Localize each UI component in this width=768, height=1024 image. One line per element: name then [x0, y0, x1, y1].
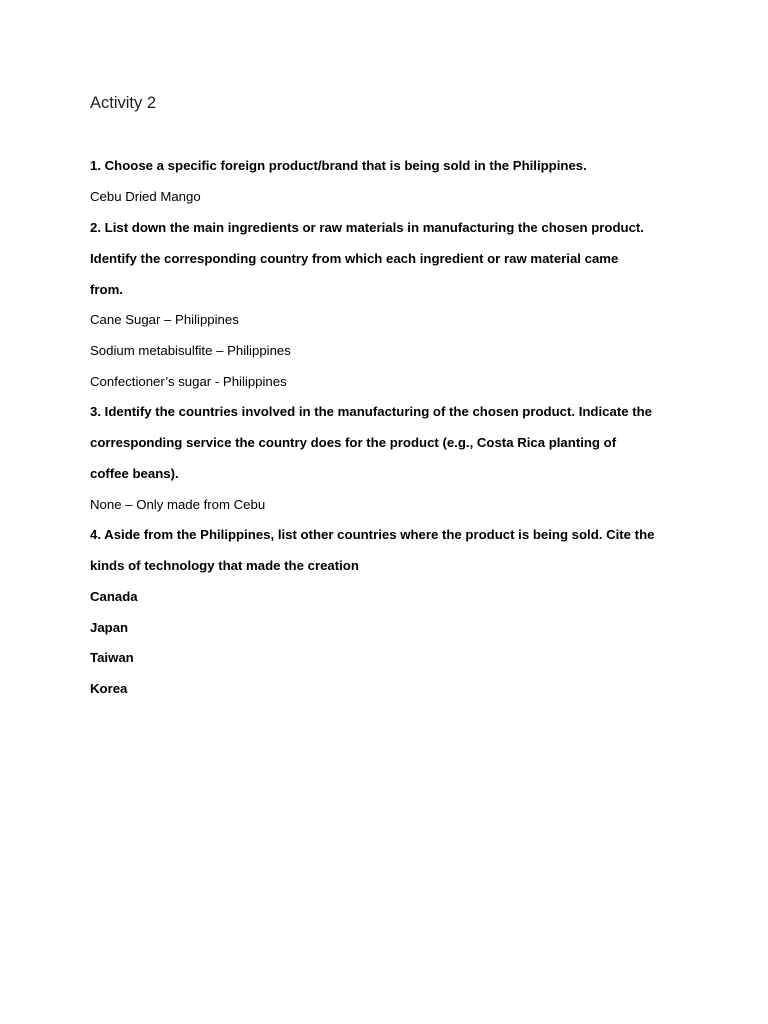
- question-2-prompt-line: 2. List down the main ingredients or raw materials in manufacturing the chosen product.: [90, 220, 644, 235]
- question-1-prompt: 1. Choose a specific foreign product/brand that is being sold in the Philippines.: [90, 158, 587, 173]
- question-4-prompt-line: kinds of technology that made the creation: [90, 558, 359, 573]
- question-2-prompt-line: from.: [90, 282, 123, 297]
- question-4-answer: Canada: [90, 589, 138, 604]
- question-2-prompt-line: Identify the corresponding country from which each ingredient or raw material came: [90, 251, 619, 266]
- question-4-answer: Korea: [90, 681, 128, 696]
- document-title: Activity 2: [90, 94, 157, 112]
- question-3-prompt-line: 3. Identify the countries involved in the manufacturing of the chosen product. Indicate the: [90, 404, 652, 419]
- question-4-prompt-line: 4. Aside from the Philippines, list other countries where the product is being sold. Cite the: [90, 527, 655, 542]
- question-2-answer: Cane Sugar – Philippines: [90, 312, 239, 327]
- question-3-prompt-line: coffee beans).: [90, 466, 179, 481]
- question-3-prompt-line: corresponding service the country does for the product (e.g., Costa Rica planting of: [90, 435, 617, 450]
- question-2-answer: Sodium metabisulfite – Philippines: [90, 343, 291, 358]
- question-3-answer: None – Only made from Cebu: [90, 497, 266, 512]
- question-4-answer: Taiwan: [90, 650, 134, 665]
- question-4-answer: Japan: [90, 620, 129, 635]
- question-1-answer: Cebu Dried Mango: [90, 189, 201, 204]
- question-2-answer: Confectioner’s sugar - Philippines: [90, 374, 287, 389]
